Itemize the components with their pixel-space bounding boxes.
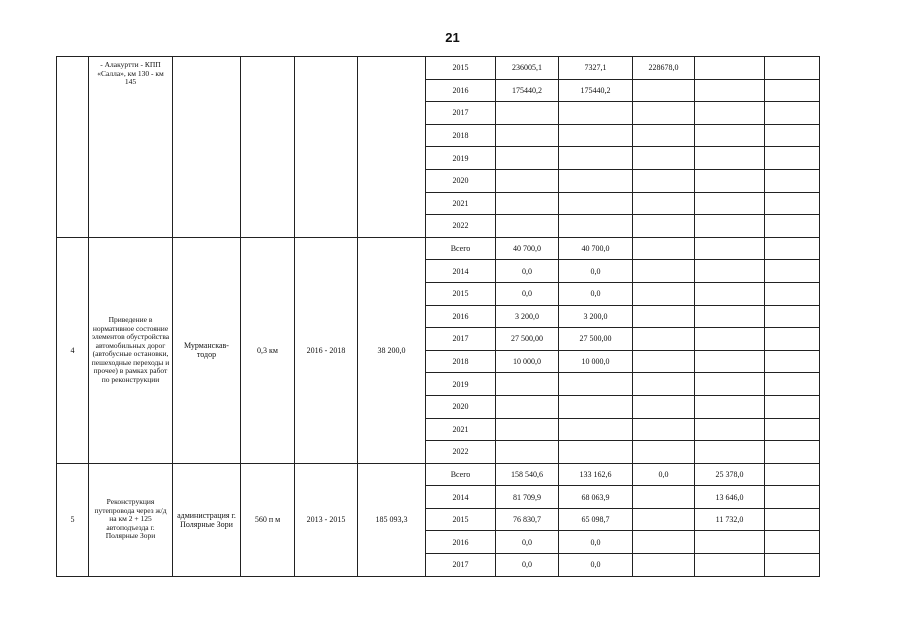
empty-cell bbox=[765, 79, 820, 102]
source3-cell bbox=[695, 124, 765, 147]
source2-cell bbox=[633, 508, 695, 531]
source2-cell: 228678,0 bbox=[633, 57, 695, 80]
year-cell: 2015 bbox=[426, 282, 496, 305]
source3-cell bbox=[695, 57, 765, 80]
empty-cell bbox=[765, 237, 820, 260]
empty-cell bbox=[765, 373, 820, 396]
year-cell: 2017 bbox=[426, 554, 496, 577]
source3-cell bbox=[695, 554, 765, 577]
source3-cell bbox=[695, 282, 765, 305]
year-cell: 2016 bbox=[426, 531, 496, 554]
source1-cell bbox=[559, 124, 633, 147]
item-executor: Мурманскав-тодор bbox=[173, 237, 241, 463]
total-cell bbox=[496, 215, 559, 238]
empty-cell bbox=[765, 328, 820, 351]
source2-cell bbox=[633, 418, 695, 441]
source3-cell: 25 378,0 bbox=[695, 463, 765, 486]
source1-cell bbox=[559, 215, 633, 238]
year-cell: 2016 bbox=[426, 79, 496, 102]
item-capacity: 560 п м bbox=[241, 463, 295, 576]
total-cell bbox=[496, 441, 559, 464]
empty-cell bbox=[765, 169, 820, 192]
empty-cell bbox=[765, 350, 820, 373]
year-cell: 2021 bbox=[426, 192, 496, 215]
empty-cell bbox=[765, 531, 820, 554]
empty-cell bbox=[765, 418, 820, 441]
source3-cell bbox=[695, 260, 765, 283]
source3-cell bbox=[695, 328, 765, 351]
source1-cell bbox=[559, 395, 633, 418]
source2-cell bbox=[633, 305, 695, 328]
source2-cell bbox=[633, 486, 695, 509]
item-number: 4 bbox=[57, 237, 89, 463]
total-cell bbox=[496, 102, 559, 125]
source2-cell bbox=[633, 237, 695, 260]
source3-cell bbox=[695, 418, 765, 441]
item-cost: 185 093,3 bbox=[358, 463, 426, 576]
financing-table bbox=[56, 56, 820, 577]
year-cell: 2017 bbox=[426, 102, 496, 125]
source1-cell: 0,0 bbox=[559, 554, 633, 577]
item-period bbox=[295, 57, 358, 238]
total-cell bbox=[496, 373, 559, 396]
total-cell: 76 830,7 bbox=[496, 508, 559, 531]
year-cell: 2018 bbox=[426, 350, 496, 373]
table-row bbox=[57, 237, 820, 260]
source2-cell: 0,0 bbox=[633, 463, 695, 486]
total-cell: 81 709,9 bbox=[496, 486, 559, 509]
total-cell bbox=[496, 169, 559, 192]
empty-cell bbox=[765, 395, 820, 418]
source3-cell bbox=[695, 237, 765, 260]
source1-cell: 0,0 bbox=[559, 282, 633, 305]
empty-cell bbox=[765, 124, 820, 147]
source1-cell: 10 000,0 bbox=[559, 350, 633, 373]
empty-cell bbox=[765, 260, 820, 283]
source2-cell bbox=[633, 531, 695, 554]
year-cell: 2019 bbox=[426, 373, 496, 396]
item-cost bbox=[358, 57, 426, 238]
item-description: Приведение в нормативное состояние элементов обустройства автомобильных дорог (автобусные остановки, пешеходные переходы и прочее) в рамках работ по реконструкции bbox=[89, 237, 173, 463]
source1-cell bbox=[559, 373, 633, 396]
total-cell bbox=[496, 192, 559, 215]
source2-cell bbox=[633, 282, 695, 305]
total-cell bbox=[496, 124, 559, 147]
source2-cell bbox=[633, 79, 695, 102]
year-cell: 2014 bbox=[426, 260, 496, 283]
year-cell: 2017 bbox=[426, 328, 496, 351]
source3-cell bbox=[695, 169, 765, 192]
total-cell bbox=[496, 395, 559, 418]
item-period: 2016 - 2018 bbox=[295, 237, 358, 463]
source2-cell bbox=[633, 395, 695, 418]
year-cell: Всего bbox=[426, 237, 496, 260]
total-cell: 236005,1 bbox=[496, 57, 559, 80]
year-cell: 2016 bbox=[426, 305, 496, 328]
year-cell: 2022 bbox=[426, 215, 496, 238]
year-cell: 2020 bbox=[426, 395, 496, 418]
empty-cell bbox=[765, 486, 820, 509]
total-cell: 10 000,0 bbox=[496, 350, 559, 373]
source1-cell bbox=[559, 147, 633, 170]
source1-cell: 65 098,7 bbox=[559, 508, 633, 531]
source3-cell bbox=[695, 373, 765, 396]
table-row bbox=[57, 57, 820, 80]
source3-cell bbox=[695, 350, 765, 373]
item-period: 2013 - 2015 bbox=[295, 463, 358, 576]
source1-cell bbox=[559, 441, 633, 464]
year-cell: 2015 bbox=[426, 57, 496, 80]
source2-cell bbox=[633, 328, 695, 351]
empty-cell bbox=[765, 215, 820, 238]
item-capacity bbox=[241, 57, 295, 238]
source3-cell bbox=[695, 215, 765, 238]
total-cell bbox=[496, 418, 559, 441]
year-cell: 2015 bbox=[426, 508, 496, 531]
item-capacity: 0,3 км bbox=[241, 237, 295, 463]
total-cell: 158 540,6 bbox=[496, 463, 559, 486]
year-cell: 2019 bbox=[426, 147, 496, 170]
source1-cell: 7327,1 bbox=[559, 57, 633, 80]
year-cell: Всего bbox=[426, 463, 496, 486]
source2-cell bbox=[633, 260, 695, 283]
source2-cell bbox=[633, 102, 695, 125]
item-description: - Алакуртти - КПП «Салла», км 130 - км 145 bbox=[89, 57, 173, 238]
empty-cell bbox=[765, 441, 820, 464]
empty-cell bbox=[765, 57, 820, 80]
source2-cell bbox=[633, 215, 695, 238]
source2-cell bbox=[633, 124, 695, 147]
item-number bbox=[57, 57, 89, 238]
item-executor: администрация г. Полярные Зори bbox=[173, 463, 241, 576]
source2-cell bbox=[633, 169, 695, 192]
source3-cell bbox=[695, 531, 765, 554]
year-cell: 2018 bbox=[426, 124, 496, 147]
source3-cell bbox=[695, 79, 765, 102]
source3-cell bbox=[695, 102, 765, 125]
source3-cell bbox=[695, 305, 765, 328]
item-description: Реконструкция путепровода через ж/д на км 2 + 125 автоподъезда г. Полярные Зори bbox=[89, 463, 173, 576]
page-number: 21 bbox=[445, 30, 460, 45]
source1-cell: 3 200,0 bbox=[559, 305, 633, 328]
source1-cell bbox=[559, 102, 633, 125]
source3-cell: 11 732,0 bbox=[695, 508, 765, 531]
source2-cell bbox=[633, 554, 695, 577]
year-cell: 2020 bbox=[426, 169, 496, 192]
source1-cell: 175440,2 bbox=[559, 79, 633, 102]
total-cell: 0,0 bbox=[496, 531, 559, 554]
source1-cell: 0,0 bbox=[559, 531, 633, 554]
total-cell bbox=[496, 147, 559, 170]
empty-cell bbox=[765, 508, 820, 531]
total-cell: 175440,2 bbox=[496, 79, 559, 102]
source3-cell bbox=[695, 147, 765, 170]
table-row bbox=[57, 463, 820, 486]
source2-cell bbox=[633, 441, 695, 464]
total-cell: 40 700,0 bbox=[496, 237, 559, 260]
source3-cell bbox=[695, 395, 765, 418]
item-number: 5 bbox=[57, 463, 89, 576]
source1-cell: 27 500,00 bbox=[559, 328, 633, 351]
empty-cell bbox=[765, 554, 820, 577]
item-cost: 38 200,0 bbox=[358, 237, 426, 463]
source2-cell bbox=[633, 147, 695, 170]
source1-cell: 68 063,9 bbox=[559, 486, 633, 509]
total-cell: 0,0 bbox=[496, 282, 559, 305]
total-cell: 27 500,00 bbox=[496, 328, 559, 351]
source1-cell bbox=[559, 169, 633, 192]
source1-cell bbox=[559, 418, 633, 441]
source2-cell bbox=[633, 192, 695, 215]
source1-cell: 0,0 bbox=[559, 260, 633, 283]
total-cell: 3 200,0 bbox=[496, 305, 559, 328]
source1-cell bbox=[559, 192, 633, 215]
total-cell: 0,0 bbox=[496, 554, 559, 577]
source2-cell bbox=[633, 350, 695, 373]
source3-cell: 13 646,0 bbox=[695, 486, 765, 509]
empty-cell bbox=[765, 305, 820, 328]
year-cell: 2022 bbox=[426, 441, 496, 464]
item-executor bbox=[173, 57, 241, 238]
empty-cell bbox=[765, 147, 820, 170]
source1-cell: 133 162,6 bbox=[559, 463, 633, 486]
source3-cell bbox=[695, 192, 765, 215]
year-cell: 2021 bbox=[426, 418, 496, 441]
source1-cell: 40 700,0 bbox=[559, 237, 633, 260]
total-cell: 0,0 bbox=[496, 260, 559, 283]
empty-cell bbox=[765, 102, 820, 125]
empty-cell bbox=[765, 192, 820, 215]
source2-cell bbox=[633, 373, 695, 396]
empty-cell bbox=[765, 282, 820, 305]
source3-cell bbox=[695, 441, 765, 464]
year-cell: 2014 bbox=[426, 486, 496, 509]
empty-cell bbox=[765, 463, 820, 486]
